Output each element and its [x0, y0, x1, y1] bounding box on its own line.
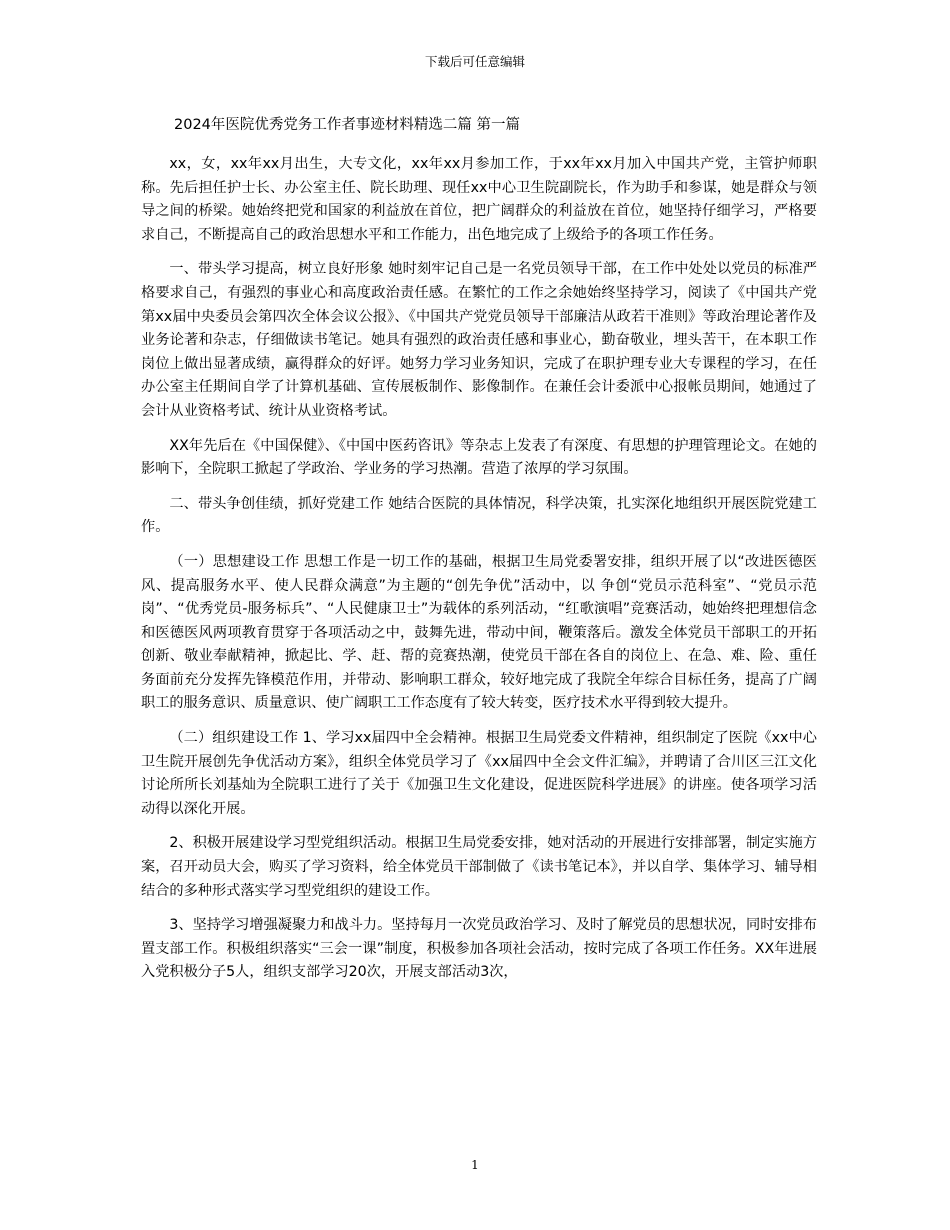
page-number: 1	[471, 1158, 479, 1172]
paragraph-organization-work: （二）组织建设工作 1、学习xx届四中全会精神。根据卫生局党委文件精神，组织制定了医院《xx中心卫生院开展创先争优活动方案》，组织全体党员学习了《xx届四中全会文件汇编》，并聘请了合川区三江文化讨论所所长刘基灿为全院职工进行了关于《加强卫生文化建设，促进医院科学进展》的讲座。使各项学习活动得以深化开展。	[141, 730, 817, 817]
paragraph-ideology-work: （一）思想建设工作 思想工作是一切工作的基础，根据卫生局党委署安排，组织开展了以“改进医德医风、提高服务水平、使人民群众满意”为主题的“创先争优”活动中，以 争创“党员示范科室”、“党员示范岗”、“优秀党员-服务标兵”、“人民健康卫士”为载体的系列活动，“红歌演唱”竞赛活动，她始终把理想信念和医德医风两项教育贯穿于各项活动之中，鼓舞先进，带动中间，鞭策落后。激发全体党员干部职工的开拓创新、敬业奉献精神，掀起比、学、赶、帮的竞赛热潮，使党员干部在各自的岗位上、在急、难、险、重任务面前充分发挥先锋模范作用，并带动、影响职工群众，较好地完成了我院全年综合目标任务，提高了广阔职工的服务意识、质量意识、使广阔职工工作态度有了较大转变，医疗技术水平得到较大提升。	[141, 553, 817, 712]
document-body	[141, 153, 817, 996]
paragraph-cohesion: 3、坚持学习增强凝聚力和战斗力。坚持每月一次党员政治学习、及时了解党员的思想状况，同时安排布置支部工作。积极组织落实“三会一课”制度，积极参加各项社会活动，按时完成了各项工作任务。XX年进展入党积极分子5人，组织支部学习20次，开展支部活动3次，	[141, 917, 817, 981]
paragraph-section-1: 一、带头学习提高，树立良好形象 她时刻牢记自己是一名党员领导干部，在工作中处处以党员的标准严格要求自己，有强烈的事业心和高度政治责任感。在繁忙的工作之余她始终坚持学习，阅读了《中国共产党第xx届中央委员会第四次全体会议公报》、《中国共产党党员领导干部廉洁从政若干准则》等政治理论著作及业务论著和杂志，仔细做读书笔记。她具有强烈的政治责任感和事业心，勤奋敬业，埋头苦干，在本职工作岗位上做出显著成绩，赢得群众的好评。她努力学习业务知识，完成了在职护理专业大专课程的学习，在任办公室主任期间自学了计算机基础、宣传展板制作、影像制作。在兼任会计委派中心报帐员期间，她通过了会计从业资格考试、统计从业资格考试。	[141, 261, 817, 419]
document-title: 2024年医院优秀党务工作者事迹材料精选二篇 第一篇	[174, 117, 521, 133]
paragraph-section-2: 二、带头争创佳绩，抓好党建工作 她结合医院的具体情况，科学决策，扎实深化地组织开展医院党建工作。	[141, 495, 817, 536]
paragraph-intro: xx，女，xx年xx月出生，大专文化，xx年xx月参加工作，于xx年xx月加入中国共产党，主管护师职称。先后担任护士长、办公室主任、院长助理、现任xx中心卫生院副院长，作为助手和参谋，她是群众与领导之间的桥梁。她始终把党和国家的利益放在首位，把广阔群众的利益放在首位，她坚持仔细学习，严格要求自己，不断提高自己的政治思想水平和工作能力，出色地完成了上级给予的各项工作任务。	[141, 156, 817, 243]
paragraph-publications: XX年先后在《中国保健》、《中国中医药咨讯》等杂志上发表了有深度、有思想的护理管理论文。在她的影响下，全院职工掀起了学政治、学业务的学习热潮。营造了浓厚的学习氛围。	[141, 437, 817, 478]
header-note: 下载后可任意编辑	[424, 54, 525, 69]
paragraph-learning-organization: 2、积极开展建设学习型党组织活动。根据卫生局党委安排，她对活动的开展进行安排部署，制定实施方案，召开动员大会，购买了学习资料，给全体党员干部制做了《读书笔记本》，并以自学、集体学习、辅导相结合的多种形式落实学习型党组织的建设工作。	[141, 835, 817, 899]
